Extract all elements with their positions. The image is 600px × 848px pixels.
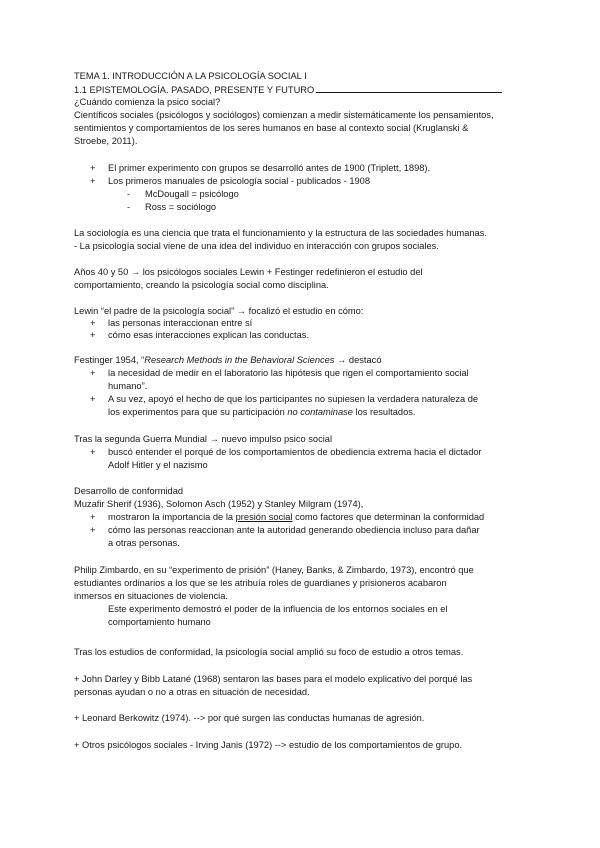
decades-line: Años 40 y 50 → los psicólogos sociales Lewin + Festinger redefinieron el estudio del [74, 267, 423, 277]
bullet-plus: + [90, 330, 96, 340]
closing-line: + John Darley y Bibb Latané (1968) sentaron las bases para el modelo explicativo del porqué las [74, 674, 473, 684]
bullet-plus: + [90, 368, 96, 378]
intro-question: ¿Cuándo comienza la psico social? [74, 97, 221, 107]
zimbardo-indent-line: Este experimento demostró el poder de la influencia de los entornos sociales en el [108, 604, 448, 614]
bullet-plus: + [90, 318, 96, 328]
bullet-text: los experimentos para que su participación no contaminase los resultados. [108, 407, 416, 417]
zimbardo-line: Philip Zimbardo, en su “experimento de prisión” (Haney, Banks, & Zimbardo, 1973), encontró que [74, 565, 474, 575]
bullet-plus: + [90, 447, 96, 457]
underlined-term: presión social [235, 512, 293, 522]
decades-line: comportamiento, creando la psicología social como disciplina. [74, 280, 329, 290]
book-title: Research Methods in the Behavioral Sciences [144, 355, 335, 365]
bullet-dash: - [127, 202, 131, 212]
zimbardo-line: estudiantes ordinarios a los que se les atribuía roles de guardianes y prisioneros acabaron [74, 578, 447, 588]
bullet-text: las personas interaccionan entre sí [108, 318, 253, 328]
bullet-text: a otras personas. [108, 538, 180, 548]
intro-paragraph-line: Stroebe, 2011). [74, 136, 138, 146]
sub-bullet-text: McDougall = psicólogo [145, 189, 239, 199]
doc-title: TEMA 1. INTRODUCCIÓN A LA PSICOLOGÍA SOCIAL I [74, 71, 307, 81]
sub-bullet-text: Ross = sociólogo [145, 202, 217, 212]
bullet-text: El primer experimento con grupos se desarrolló antes de 1900 (Triplett, 1898). [108, 163, 431, 173]
conformity-heading: Desarrollo de conformidad [74, 486, 184, 496]
bullet-text: A su vez, apoyó el hecho de que los participantes no supiesen la verdadera naturaleza de [108, 394, 479, 404]
closing-line: + Leonard Berkowitz (1974). --> por qué surgen las conductas humanas de agresión. [74, 713, 425, 723]
bullet-text: mostraron la importancia de la presión social como factores que determinan la conformidad [108, 512, 485, 522]
wwii-heading: Tras la segunda Guerra Mundial → nuevo impulso psico social [74, 434, 333, 444]
doc-subtitle: 1.1 EPISTEMOLOGÍA. PASADO, PRESENTE Y FUTURO [74, 83, 502, 97]
lewin-heading: Lewin “el padre de la psicología social” → focalizó el estudio en cómo: [74, 306, 364, 316]
bullet-text: cómo esas interacciones explican las conductas. [108, 330, 310, 340]
festinger-heading: Festinger 1954, “Research Methods in the Behavioral Sciences → destacó [74, 355, 382, 365]
bullet-plus: + [90, 525, 96, 535]
bullet-text: buscó entender el porqué de los comportamientos de obediencia extrema hacia el dictador [108, 447, 482, 457]
conformity-authors: Muzafir Sherif (1936), Solomon Asch (1952) y Stanley Milgram (1974), [74, 499, 364, 509]
bullet-plus: + [90, 176, 96, 186]
closing-line: personas ayudan o no a otras en situación de necesidad. [74, 687, 310, 697]
zimbardo-line: inmersos en situaciones de violencia. [74, 591, 228, 601]
bullet-text: Adolf Hitler y el nazismo [108, 460, 208, 470]
intro-paragraph-line: sentimientos y comportamientos de los seres humanos en base al contexto social (Kruglanski & [74, 123, 469, 133]
closing-line: + Otros psicólogos sociales - Irving Janis (1972) --> estudio de los comportamientos de grupo. [74, 740, 463, 750]
bullet-text: humano”. [108, 381, 148, 391]
bullet-text: la necesidad de medir en el laboratorio las hipótesis que rigen el comportamiento social [108, 368, 469, 378]
sociology-line: - La psicología social viene de una idea del individuo en interacción con grupos sociales. [74, 241, 439, 251]
bullet-plus: + [90, 512, 96, 522]
bullet-plus: + [90, 163, 96, 173]
bullet-plus: + [90, 394, 96, 404]
bullet-text: Los primeros manuales de psicología social - publicados - 1908 [108, 176, 371, 186]
title-underline [316, 83, 502, 93]
zimbardo-indent-line: comportamiento humano [108, 617, 211, 627]
closing-line: Tras los estudios de conformidad, la psicología social amplió su foco de estudio a otros temas. [74, 647, 464, 657]
bullet-text: cómo las personas reaccionan ante la autoridad generando obediencia incluso para dañar [108, 525, 480, 535]
sociology-line: La sociología es una ciencia que trata el funcionamiento y la estructura de las sociedades humanas. [74, 228, 487, 238]
bullet-dash: - [127, 189, 131, 199]
intro-paragraph-line: Científicos sociales (psicólogos y sociólogos) comienzan a medir sistemáticamente los pensamientos, [74, 110, 494, 120]
